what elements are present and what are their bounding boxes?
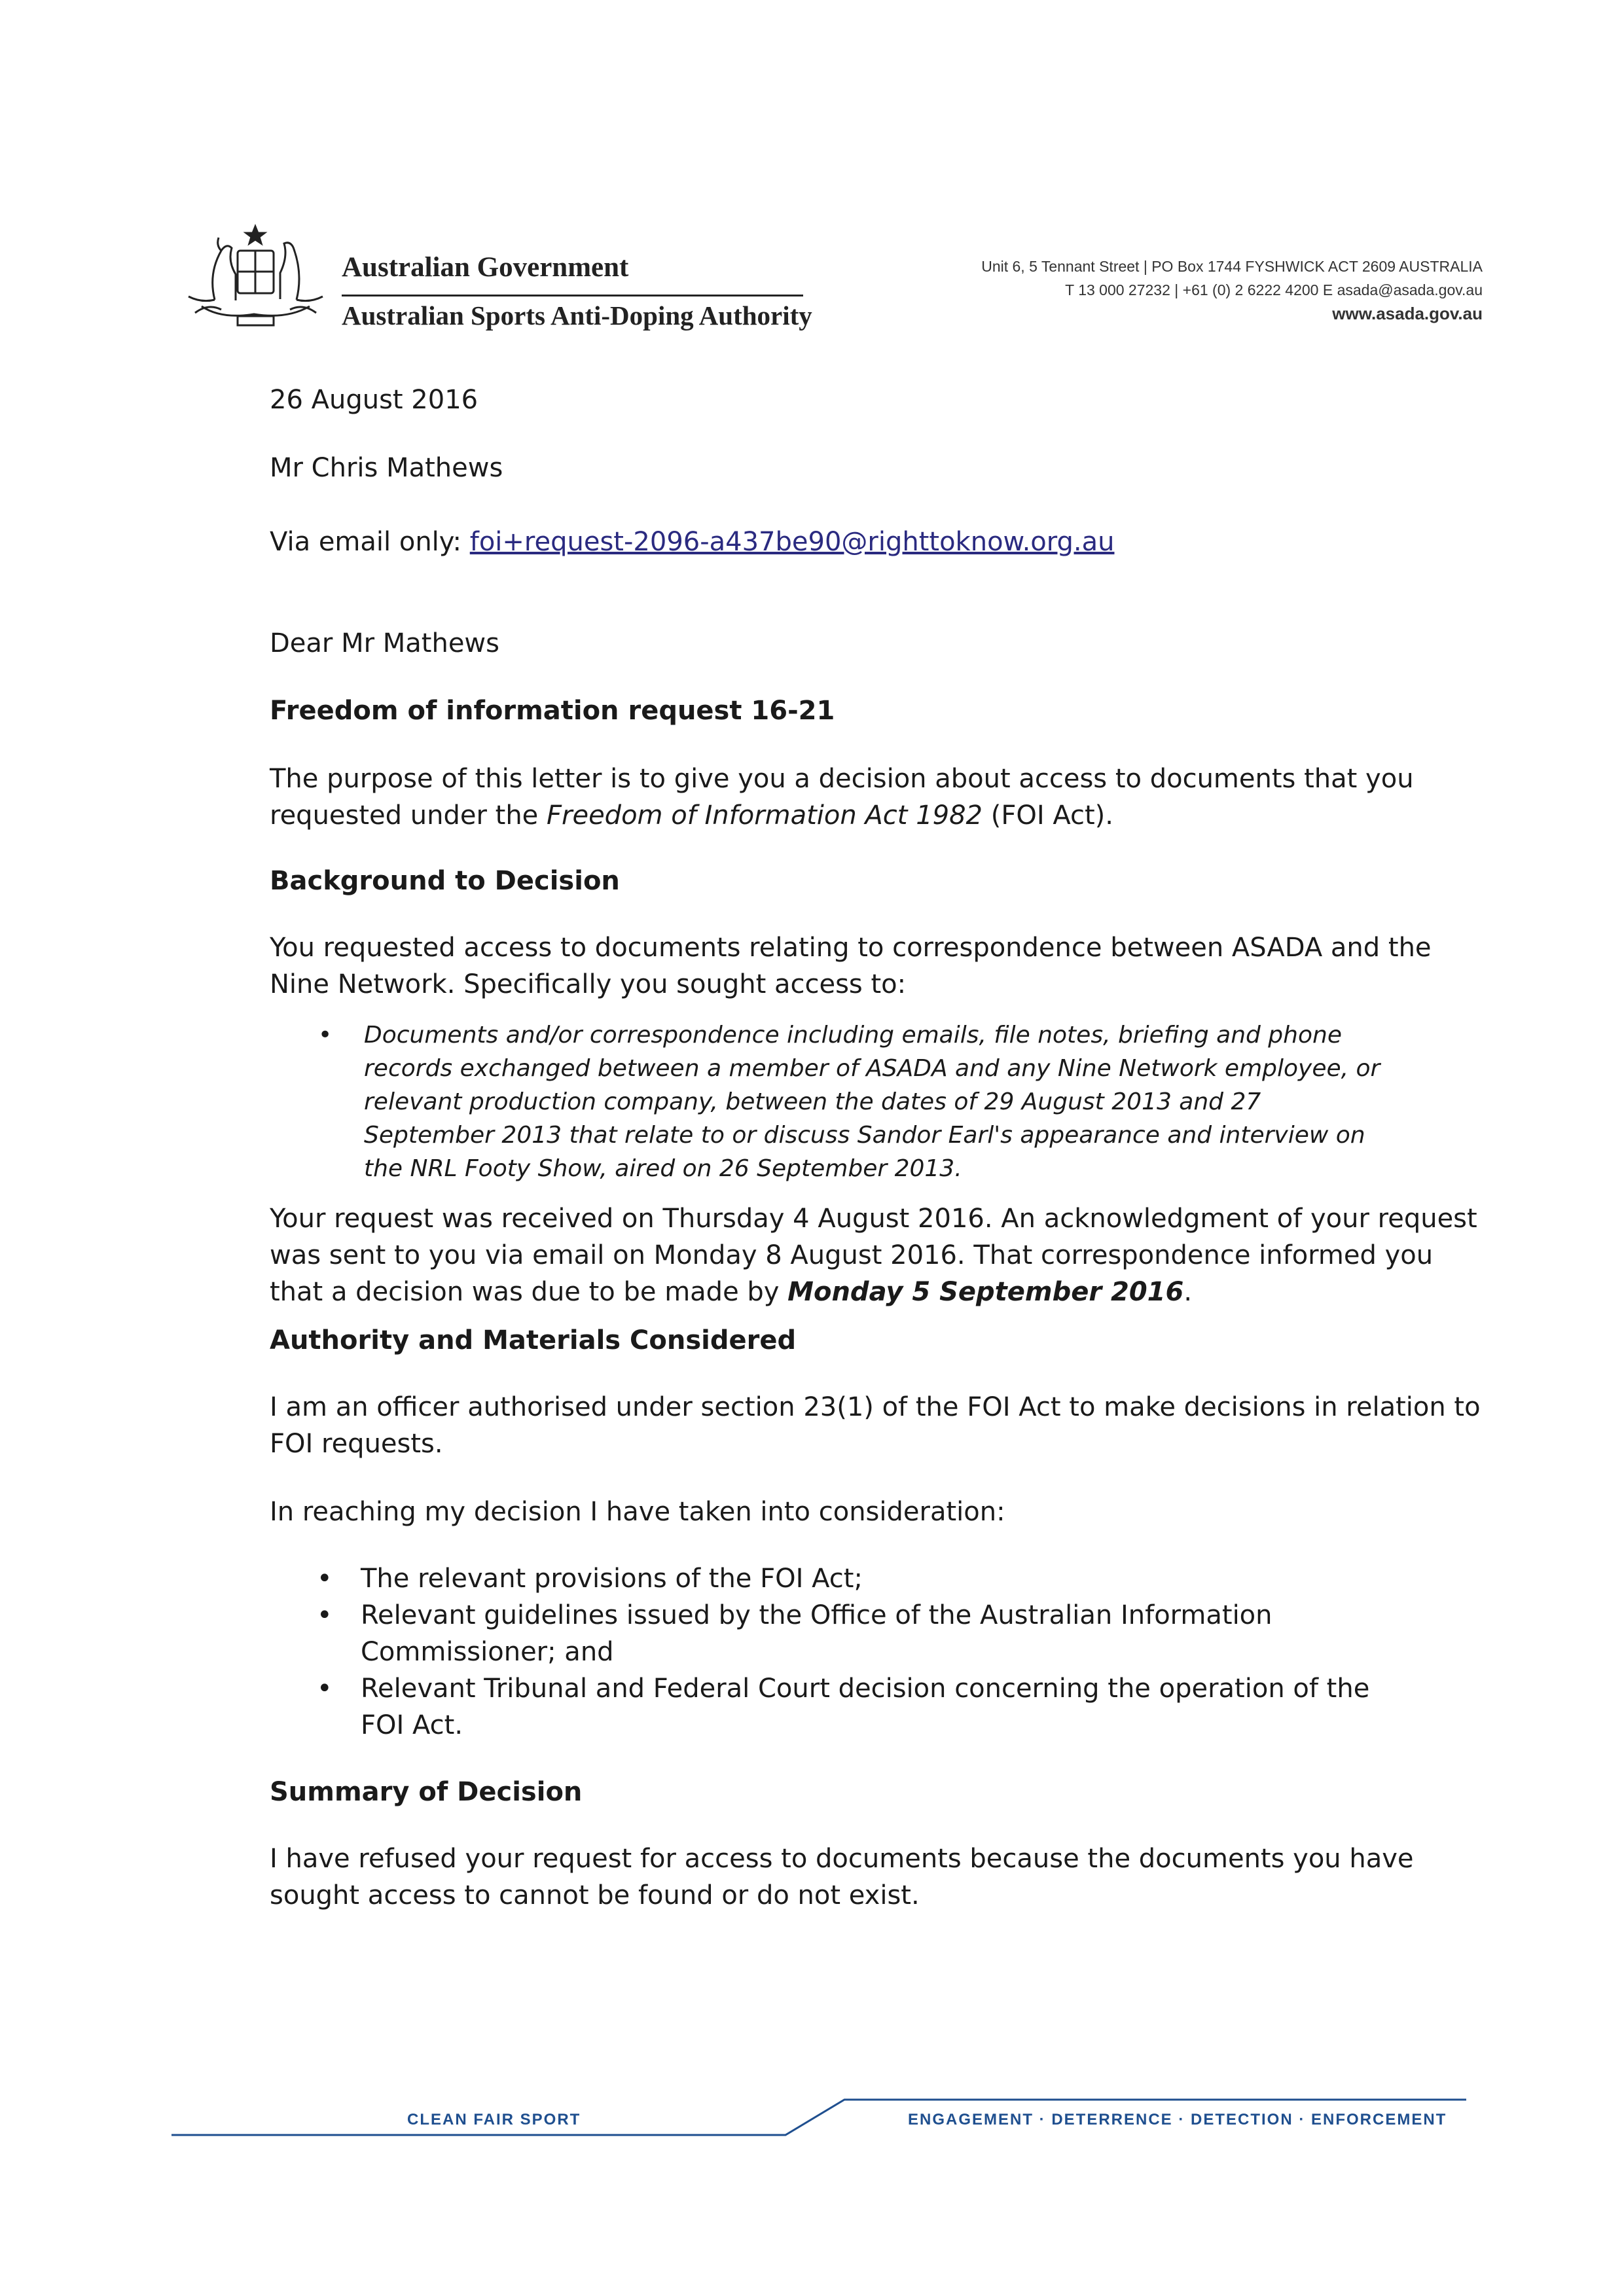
agency-contact: T 13 000 27232 | +61 (0) 2 6222 4200 E asada@asada.gov.au (1065, 281, 1483, 298)
purpose-line-2 (270, 797, 1113, 834)
purpose-line-1: The purpose of this letter is to give you a decision about access to documents that you (270, 764, 1414, 794)
received-line-3 (270, 1274, 1192, 1310)
consideration-item: • Relevant Tribunal and Federal Court decision concerning the operation of the FOI Act. (266, 1670, 1379, 1744)
consideration-intro: In reaching my decision I have taken into consideration: (270, 1497, 1005, 1527)
footer-tagline-left: CLEAN FAIR SPORT (407, 2111, 581, 2128)
authority-heading: Authority and Materials Considered (270, 1325, 797, 1355)
coat-of-arms-logo (175, 221, 336, 339)
considerations-list (266, 1560, 1379, 1744)
consideration-item: • The relevant provisions of the FOI Act; (266, 1560, 1379, 1597)
salutation: Dear Mr Mathews (270, 628, 499, 658)
background-heading: Background to Decision (270, 866, 620, 896)
summary-heading: Summary of Decision (270, 1777, 583, 1807)
letter-date: 26 August 2016 (270, 385, 478, 415)
purpose-text: requested under the (270, 800, 547, 831)
request-scope-item: • Documents and/or correspondence including emails, file notes, briefing and phone records exchanged between a member of ASADA and any Nine Network employee, or relevant production company, between the dates of 29 August 2013 and 27 September 2013 that relate to or discuss Sandor Earl's appearance and interview on the NRL Footy Show, aired on 26 September 2013. (318, 1018, 1392, 1185)
agency-name: Australian Sports Anti-Doping Authority (342, 300, 812, 331)
subject-heading: Freedom of information request 16-21 (270, 696, 835, 726)
decision-due-date: Monday 5 September 2016 (787, 1277, 1184, 1307)
government-name: Australian Government (342, 252, 629, 283)
background-line-2: Nine Network. Specifically you sought access to: (270, 969, 907, 999)
received-text: that a decision was due to be made by (270, 1277, 788, 1307)
agency-website[interactable]: www.asada.gov.au (1332, 304, 1483, 323)
received-line-1: Your request was received on Thursday 4 August 2016. An acknowledgment of your request (270, 1204, 1477, 1234)
summary-line-1: I have refused your request for access to documents because the documents you have (270, 1844, 1414, 1874)
received-line-2: was sent to you via email on Monday 8 August 2016. That correspondence informed you (270, 1240, 1434, 1270)
authority-line-1: I am an officer authorised under section 23(1) of the FOI Act to make decisions in relation to (270, 1392, 1481, 1422)
purpose-text-end: (FOI Act). (983, 800, 1113, 831)
via-email-line (270, 524, 1114, 560)
request-scope-list (318, 1018, 1392, 1185)
header-divider (342, 295, 803, 296)
act-title: Freedom of Information Act 1982 (547, 800, 983, 831)
received-text-end: . (1183, 1277, 1193, 1307)
via-email-label: Via email only: (270, 527, 470, 557)
agency-address: Unit 6, 5 Tennant Street | PO Box 1744 FYSHWICK ACT 2609 AUSTRALIA (981, 258, 1483, 275)
summary-line-2: sought access to cannot be found or do not exist. (270, 1880, 920, 1910)
footer-tagline-right: ENGAGEMENT · DETERRENCE · DETECTION · ENFORCEMENT (908, 2111, 1447, 2128)
authority-line-2: FOI requests. (270, 1429, 443, 1459)
recipient-email-link[interactable]: foi+request-2096-a437be90@righttoknow.org.au (469, 527, 1115, 557)
background-line-1: You requested access to documents relating to correspondence between ASADA and the (270, 933, 1432, 963)
consideration-item: • Relevant guidelines issued by the Office of the Australian Information Commissioner; and (266, 1597, 1379, 1670)
recipient-name: Mr Chris Mathews (270, 453, 503, 483)
